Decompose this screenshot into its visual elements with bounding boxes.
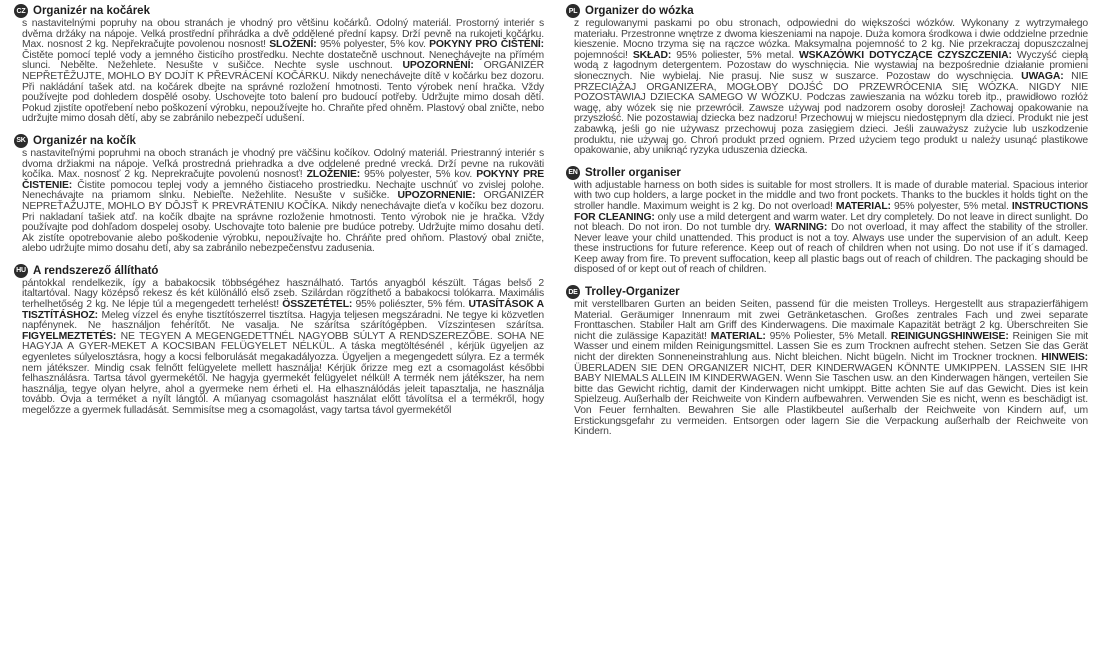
body-keyword: MATERIAL: [835,200,891,212]
body-text: z regulowanymi paskami po obu stronach, odpowiedni do większości wózków. Wykonany z wytrzymałego materiału. Przestronne wnętrze z dwoma kieszeniami na napoje. Duża komora środkowa i dwie oddzielne przednie kieszenie. Mocno trzyma się na rączce wózka. Maksymalna pojemność to 2 kg. Nie przekraczaj dopuszczalnej pojemności! [574,18,1088,61]
section-title-sk: Organizér na kočík [33,134,136,147]
section-body-en [566,181,1088,276]
body-text: NE TEGYEN A MEGENGEDETTNÉL NAGYOBB SÚLYT A RENDSZEREZŐBE. SOHA NE HAGYJA A GYER-MEKET A KOCSIBAN FELÜGYELET NÉLKÜL. A táska megtöltésénél , kérjük ügyeljen az egyenletes súlyelosztásra, hogy a kocsi felborulását megakadályozza. Ügyeljen a megengedett súlyra. Ez a termék nem játékszer. Mindig csak felnőtt felügyelete mellett használja! Kérjük őrizze meg ezt a csomagolást későbbi felhasználásra. Tartsa távol gyermekétől. Ne hagyja gyermekét felügyelet nélkül! A termék nem játékszer, ha nem használja, tegye olyan helyre, ahol a gyermeke nem érheti el. Ha elhasználódás jeleit tapasztalja, ne használja tovább. Óvja a terméket a nyílt lángtól. A műanyag csomagolást használat előtt távolítsa el a termékről, hogy megelőzze a gyermek fulladását. Semmisítse meg a csomagolást, vagy tartsa távol gyermekétől [22,330,544,416]
body-keyword: WSKAZÓWKI DOTYCZĄCE CZYSZCZENIA: [799,49,1012,61]
body-keyword: UPOZORNENIE: [397,190,476,202]
section-title-cz: Organizér na kočárek [33,5,150,17]
body-text: s nastavitelnými popruhy na obou stranách je vhodný pro většinu kočárků. Odolný materiál. Prostorný interiér s dvěma držáky na nápoje. Velká prostřední přihrádka a dvě oddělené přední kapsy. Drží pevně na rukojeti kočárku. Max. nosnost 2 kg. Nepřekračujte povolenou nosnost! [22,18,544,51]
section-heading [566,166,1088,180]
language-badge-en: EN [566,166,580,180]
body-text: pántokkal rendelkezik, így a babakocsik többségéhez használható. Tartós anyagból készült. Tágas belső 2 italtartóval. Nagy középső rekesz és két különálló első zseb. Szilárdan rögzíthető a babakocsi tolókarra. Maximális terhelhetőség 2 kg. Ne lépje túl a megengedett terhelést! [22,277,544,311]
section-heading [14,4,544,18]
language-badge-sk: SK [14,134,28,148]
body-text: ÜBERLADEN SIE DEN ORGANIZER NICHT, DER KINDERWAGEN KÖNNTE UMKIPPEN. LASSEN SIE IHR BABY NIEMALS ALLEIN IM KINDERWAGEN. Wenn Sie Taschen usw. an den Kinderwagen hängen, verteilen Sie bitte das Gewicht richtig, damit der Kinderwagen nicht umkippt. Bitte achten Sie auf das Gewicht. Dies ist kein Spielzeug. Außerhalb der Reichweite von Kindern aufbewahren. Verwenden Sie es nicht, wenn es beschädigt ist. Von Feuer fernhalten. Bewahren Sie alle Plastikbeutel außerhalb der Reichweite von Kindern auf, um Erstickungsgefahr zu vermeiden. Entsorgen oder lagern Sie die Verpackung außerhalb der Reichweite von Kindern. [574,362,1088,438]
body-text: only use a mild detergent and warm water. Let dry completely. Do not leave in direct sunlight. Do not bleach. Do not iron. Do not tumble dry. [574,211,1089,234]
body-text: Wyczyść ciepłą wodą z łagodnym detergentem. Pozostaw do wyschnięcia. Nie wystawiaj na bezpośrednie działanie promieni słonecznych. Nie wybielaj. Nie prasuj. Nie susz w suszarce. Pozostaw do wyschnięcia. [574,49,1089,82]
body-keyword: ÖSSZETÉTEL: [282,299,353,311]
body-text: 95% polyester, 5% kov. [316,39,430,51]
body-text: 95% Poliester, 5% Metall. [765,330,891,342]
language-badge-de: DE [566,285,580,299]
body-text: 95% poliészter, 5% fém. [352,299,469,311]
language-badge-cz: CZ [14,4,28,18]
body-text: mit verstellbaren Gurten an beiden Seiten, passend für die meisten Trolleys. Hergestellt aus strapazierfähigem Material. Geräumiger Innenraum mit zwei Getränketaschen. Großes zentrales Fach und zwei separate Fronttaschen. Stabiler Halt am Griff des Kinderwagens. Die maximale Kapazität beträgt 2 kg. Überschreiten Sie nicht die zulässige Kapazität! [574,299,1088,342]
body-text: s nastaviteľnými popruhmi na oboch stranách je vhodný pre väčšinu kočíkov. Odolný materiál. Priestranný interiér s dvoma držiakmi na nápoje. Veľká prostredná priehradka a dve oddelené predné vrecká. Drží pevne na rukoväti kočíka. Max. nosnosť 2 kg. Neprekračujte povolenú nosnosť! [22,147,544,181]
right-column [566,4,1088,447]
body-text: ORGANIZÉR NEPŘETĚŽUJTE, MOHLO BY DOJÍT K PŘEVRÁCENÍ KOČÁRKU. Nikdy nenechávejte dítě v kočárku bez dozoru. Při nakládání tašek atd. na kočárek dbejte na správné rozložení hmotnosti. Tento výrobek není hračka. Vždy používejte pod dohledem dospělé osoby. Uschovejte toto balení pro budoucí potřeby. Udržujte mimo dosah dětí. Pokud zjistíte opotřebení nebo poškození výrobku, nepoužívejte ho. Chraňte před ohněm. Plastový obal zničte, nebo udržujte mimo dosah dětí, aby se zabránilo nebezpečí udušení. [22,60,544,125]
language-badge-hu: HU [14,264,28,278]
body-text: 95% polyester, 5% kov. [360,169,477,181]
section-body-cz [14,19,544,125]
body-text: 95% polyester, 5% metal. [890,200,1012,212]
body-keyword: INSTRUCTIONS FOR CLEANING: [574,200,1088,223]
body-keyword: REINIGUNGSHINWEISE: [890,330,1009,342]
body-keyword: SKŁAD: [632,49,672,61]
body-keyword: POKYNY PRO ČIŠTĚNÍ: [429,39,544,51]
body-keyword: UPOZORNĚNÍ: [402,60,474,72]
body-text: Čistite pomocou teplej vody a jemného čistiaceho prostriedku. Nechajte uschnúť vo zvislej polohe. Nenechávajte na priamom slnku. Nebieľte. Nežehlite. Nesušte v sušičke. [22,179,544,202]
body-text: Do not overload, it may affect the stability of the stroller. Never leave your child unattended. This product is not a toy. Always use under the supervision of an adult. Keep these instructions for future reference. Keep out of reach of children when not using. Do not use if it´s damaged. Keep away from fire. To prevent suffocation, keep all plastic bags out of reach of children. The packaging should be disposed of or kept out of reach of children. [574,222,1088,276]
body-text: Čistěte pomocí teplé vody a jemného čisticího prostředku. Nechte dostatečně uschnout. Nenechávejte na přímém slunci. Nebělte. Nežehlete. Nesušte v sušičce. Nechte sysle uschnout. [22,49,544,72]
body-keyword: FIGYELMEZTETÉS: [22,330,117,342]
body-keyword: MATERIAL: [710,330,766,342]
body-text: ORGANIZÉR NEPREŤAŽUJTE, MOHLO BY DÔJSŤ K PREVRÁTENIU KOČÍKA. Nikdy nenechávajte dieťa v kočíku bez dozoru. Pri nakladaní tašiek atď. na kočík dbajte na správne rozloženie hmotnosti. Tento výrobok nie je hračka. Vždy používajte pod dohľadom dospelej osoby. Uschovajte toto balenie pre budúce potreby. Udržujte mimo dosahu detí. Ak zistíte opotrebovanie alebo poškodenie výrobku, nepoužívajte ho. Chráňte pred ohňom. Plastový obal zničte, alebo udržujte mimo dosahu detí, aby sa zabránilo nebezpečenstvu zadusenia. [22,190,544,255]
body-text: Meleg vízzel és enyhe tisztítószerrel tisztítsa. Hagyja teljesen megszáradni. Ne tegye ki közvetlen napfénynek. Ne használjon fehérítőt. Ne vasalja. Ne szárítsa szárítógépben. Vízszintesen szárítsa. [22,309,544,332]
section-body-pl [566,19,1088,157]
body-text: Reinigen Sie mit Wasser und einem milden Reinigungsmittel. Lassen Sie es zum Trocknen aufrecht stehen. Setzen Sie das Gerät nicht der direkten Sonneneinstrahlung aus. Nicht bleichen. Nicht bügeln. Nicht im Trockner trocknen. [574,330,1088,364]
body-keyword: HINWEIS: [1041,352,1088,364]
section-heading [14,264,544,278]
section-heading [14,134,544,148]
body-keyword: SLOŽENÍ: [269,39,317,51]
body-text: with adjustable harness on both sides is suitable for most strollers. It is made of durable material. Spacious interior with two cup holders, a large pocket in the middle and two front pockets. Thanks to the buckles it holds tight on the stroller handle. Maximum weight is 2 kg. Do not overload! [574,179,1088,212]
language-badge-pl: PL [566,4,580,18]
left-column [14,4,544,426]
section-sk [14,134,544,255]
section-hu [14,264,544,417]
section-title-pl: Organizer do wózka [585,5,694,17]
body-keyword: ZLOŽENIE: [306,169,361,181]
section-title-de: Trolley-Organizer [585,286,680,299]
body-keyword: UTASÍTÁSOK A TISZTÍTÁSHOZ: [22,299,544,321]
section-heading [566,4,1088,18]
section-title-en: Stroller organiser [585,166,681,179]
section-heading [566,285,1088,299]
section-body-hu [14,279,544,417]
body-keyword: WARNING: [774,222,828,234]
section-body-sk [14,149,544,255]
section-title-hu: A rendszerező állítható [33,264,159,277]
section-de [566,285,1088,438]
section-body-de [566,300,1088,438]
section-cz [14,4,544,125]
body-keyword: UWAGA: [1021,70,1064,82]
body-keyword: POKYNY PRE ČISTENIE: [22,169,544,191]
section-pl [566,4,1088,157]
section-en [566,166,1088,276]
body-text: NIE PRZECIĄŻAJ ORGANIZERA, MOGŁOBY DOJŚĆ DO PRZEWRÓCENIA SIĘ WÓZKA. NIGDY NIE POZOSTAWIAJ DZIECKA SAMEGO W WÓZKU. Podczas zawieszania na wózku toreb itp., prawidłowo rozłóż wagę, aby wózek się nie przewrócił. Zawsze używaj pod nadzorem osoby dorosłej! Zachowaj opakowanie na przyszłość. Nie pozostawiaj dziecka bez nadzoru! Przechowuj w miejscu niedostępnym dla dzieci. Produkt nie jest zabawką, jeśli go nie używasz przechowuj poza zasięgiem dzieci. Jeśli zauważysz zużycie lub uszkodzenie produktu, nie używaj go. Chroń produkt przed ogniem. Przed użyciem tego produkt u należy usunąć plastikowe opakowanie, aby uniknąć ryzyka uduszenia dziecka. [574,70,1088,157]
body-text: 95% poliester, 5% metal. [671,49,799,61]
